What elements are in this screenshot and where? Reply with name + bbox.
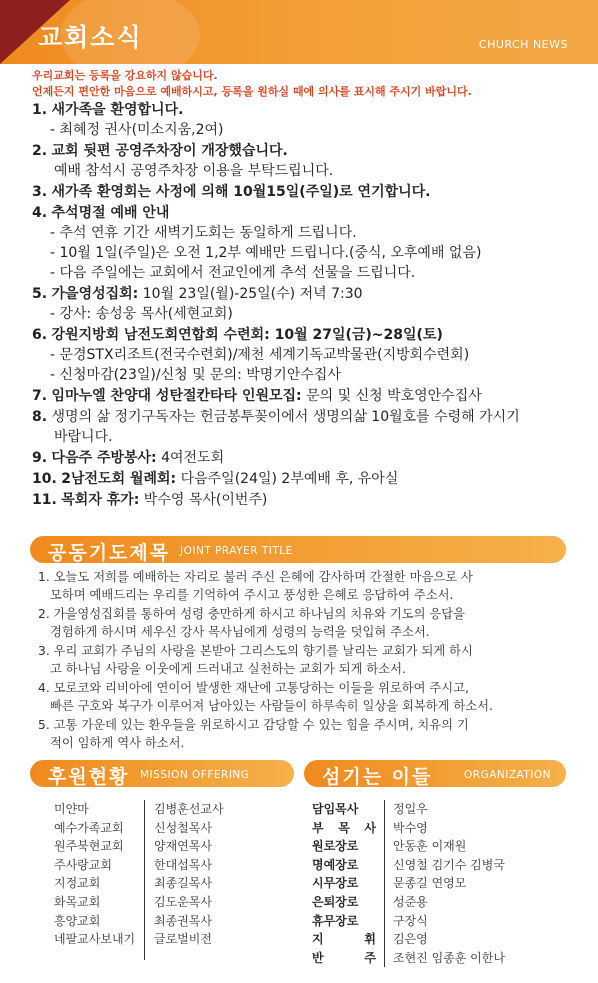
offering-church: 흥양교회 (54, 913, 101, 928)
prayer-item (38, 605, 570, 641)
organization-row (312, 837, 505, 856)
organization-divider (384, 912, 385, 931)
news-subline: - 강사: 송성웅 목사(세현교회) (50, 306, 233, 322)
offering-row (54, 800, 264, 819)
organization-names: 구장식 (393, 913, 428, 928)
organization-divider (384, 949, 385, 968)
offering-section-header (30, 760, 294, 787)
news-detail: 4여전도회 (156, 450, 225, 466)
prayer-number: 4. (38, 681, 50, 695)
news-number: 5. (32, 286, 48, 302)
offering-row (54, 893, 264, 912)
header-banner (0, 0, 598, 64)
news-item-heading (32, 203, 587, 223)
organization-divider (384, 819, 385, 838)
page-subtitle: CHURCH NEWS (478, 38, 568, 51)
news-title: 새가족 환영회는 사정에 의해 10월15일(주일)로 연기합니다. (51, 184, 431, 200)
organization-role: 원로장로 (312, 839, 359, 854)
news-number: 4. (32, 205, 48, 221)
news-item-heading (32, 100, 587, 120)
news-number: 2. (32, 143, 48, 159)
organization-row (312, 800, 505, 819)
prayer-number: 1. (38, 570, 50, 584)
prayer-text: 오늘도 저희를 예배하는 자리로 불러 주신 은혜에 감사하며 간절한 마음으로 사 (53, 570, 473, 584)
offering-row (54, 819, 264, 838)
offering-pastor: 글로벌비전 (154, 932, 212, 947)
news-title: 임마누엘 찬양대 성탄절칸타타 인원모집: (51, 388, 302, 404)
news-subline: - 최혜정 권사(미소지움,2여) (50, 122, 224, 138)
news-subline: 예배 참석시 공영주차장 이용을 부탁드립니다. (54, 163, 334, 179)
organization-role: 담임목사 (312, 802, 359, 816)
organization-row (312, 819, 505, 838)
news-item-heading (32, 490, 587, 510)
organization-row (312, 912, 505, 931)
news-list (32, 100, 587, 510)
section-subtitle: MISSION OFFERING (140, 769, 250, 781)
section-title: 후원현황 (48, 766, 130, 788)
prayer-section-header (30, 536, 566, 563)
offering-pastor: 김도운목사 (154, 894, 212, 909)
news-number: 1. (32, 102, 48, 118)
organization-role: 시무장로 (312, 876, 359, 891)
organization-names: 성준용 (393, 894, 428, 909)
prayer-text: 고통 가운데 있는 환우들을 위로하시고 감당할 수 있는 힘을 주시며, 치유의 기 (53, 718, 469, 732)
news-title: 새가족을 환영합니다. (51, 102, 184, 118)
news-item (32, 448, 587, 468)
news-subline: 바랍니다. (54, 429, 113, 445)
offering-list (54, 800, 264, 949)
news-item (32, 386, 587, 406)
organization-role: 은퇴장로 (312, 894, 359, 909)
organization-list (312, 800, 505, 967)
organization-names: 정일우 (393, 802, 428, 816)
news-item-heading (32, 407, 587, 427)
news-title: 가을영성집회: (51, 286, 139, 302)
section-subtitle: JOINT PRAYER TITLE (180, 545, 293, 557)
news-number: 9. (32, 450, 48, 466)
offering-row (54, 856, 264, 875)
prayer-text: 가을영성집회를 통하여 성령 충만하게 하시고 하나님의 치유와 기도의 응답을 (53, 607, 466, 621)
news-item (32, 490, 587, 510)
organization-role: 지 휘 (312, 932, 376, 947)
news-detail: 10월 23일(월)-25일(수) 저녁 7:30 (138, 286, 363, 302)
prayer-number: 2. (38, 607, 50, 621)
news-title: 2남전도회 월례회: (61, 471, 177, 487)
section-title: 섬기는 이들 (322, 766, 433, 788)
news-title: 다음주 주방봉사: (51, 450, 157, 466)
organization-names: 신영철 김기수 김병국 (393, 857, 505, 872)
organization-names: 안동훈 이재원 (393, 839, 467, 854)
prayer-first-line (38, 605, 570, 623)
section-title: 공동기도제목 (48, 542, 171, 564)
prayer-continuation: 빠른 구호와 복구가 이루어져 남아있는 사람들이 하루속히 일상을 회복하게 하소서. (50, 699, 493, 713)
news-title: 강원지방회 남전도회연합회 수련회: 10월 27일(금)~28일(토) (51, 327, 443, 343)
news-subline: - 신청마감(23일)/신청 및 문의: 박명기안수집사 (50, 367, 341, 383)
prayer-number: 5. (38, 718, 50, 732)
organization-divider (384, 837, 385, 856)
news-item-heading (32, 386, 587, 406)
prayer-first-line (38, 568, 570, 586)
prayer-continuation: 적이 임하게 역사 하소서. (50, 736, 185, 750)
prayer-continuation: 모하며 예배드리는 우리를 기억하여 주시고 풍성한 은혜로 응답하여 주소서. (50, 588, 454, 602)
organization-role: 휴무장로 (312, 913, 359, 928)
prayer-first-line (38, 642, 570, 660)
section-subtitle: ORGANIZATION (464, 769, 552, 781)
offering-row (54, 912, 264, 931)
news-detail: 다음주일(24일) 2부예배 후, 유아실 (176, 471, 399, 487)
news-number: 7. (32, 388, 48, 404)
offering-church: 미얀마 (54, 802, 89, 816)
news-detail: 생명의 삶 정기구독자는 헌금봉투꽂이에서 생명의삶 10월호를 수령해 가시기 (51, 409, 520, 425)
prayer-item (38, 716, 570, 752)
organization-role: 부 목 사 (312, 820, 376, 835)
news-number: 10. (32, 471, 57, 487)
organization-row (312, 856, 505, 875)
news-detail: 박수영 목사(이번주) (139, 492, 268, 508)
news-item (32, 407, 587, 447)
news-item-heading (32, 182, 587, 202)
notice-line: 우리교회는 등록을 강요하지 않습니다. (32, 69, 218, 82)
organization-names: 조현진 임종훈 이한나 (393, 950, 505, 965)
prayer-list (38, 568, 570, 753)
news-detail: 문의 및 신청 박호영안수집사 (301, 388, 482, 404)
news-item (32, 182, 587, 202)
prayer-first-line (38, 716, 570, 734)
news-subline: - 추석 연휴 기간 새벽기도회는 동일하게 드립니다. (50, 225, 357, 241)
organization-divider (384, 893, 385, 912)
offering-pastor: 신성철목사 (154, 820, 212, 835)
offering-pastor: 김병훈선교사 (154, 802, 224, 816)
organization-row (312, 930, 505, 949)
organization-row (312, 874, 505, 893)
prayer-text: 우리 교회가 주님의 사랑을 본받아 그리스도의 향기를 날리는 교회가 되게 하시 (53, 644, 473, 658)
news-subline: - 10월 1일(주일)은 오전 1,2부 예배만 드립니다.(중식, 오후예배 없음) (50, 245, 482, 261)
prayer-item (38, 679, 570, 715)
offering-church: 지정교회 (54, 876, 101, 891)
prayer-item (38, 568, 570, 604)
news-item-heading (32, 141, 587, 161)
news-item (32, 100, 587, 140)
prayer-first-line (38, 679, 570, 697)
news-number: 11. (32, 492, 57, 508)
news-title: 추석명절 예배 안내 (51, 205, 170, 221)
organization-row (312, 893, 505, 912)
news-item-heading (32, 448, 587, 468)
news-title: 교회 뒷편 공영주차장이 개장했습니다. (51, 143, 288, 159)
organization-divider (384, 856, 385, 875)
prayer-item (38, 642, 570, 678)
organization-section-header (304, 760, 566, 787)
organization-names: 김은영 (393, 932, 428, 947)
offering-row (54, 874, 264, 893)
prayer-number: 3. (38, 644, 50, 658)
news-item (32, 469, 587, 489)
organization-divider (384, 800, 385, 819)
offering-pastor: 양재연목사 (154, 839, 212, 854)
news-item-heading (32, 469, 587, 489)
news-item (32, 325, 587, 385)
offering-pastor: 최종길목사 (154, 876, 212, 891)
news-item-heading (32, 284, 587, 304)
prayer-text: 모로코와 리비아에 연이어 발생한 재난에 고통당하는 이들을 위로하여 주시고, (53, 681, 469, 695)
organization-role: 반 주 (312, 950, 376, 965)
news-subline: - 다음 주일에는 교회에서 전교인에게 추석 선물을 드립니다. (50, 265, 416, 281)
organization-names: 박수영 (393, 820, 428, 835)
organization-role: 명예장로 (312, 857, 359, 872)
organization-names: 문종길 연영모 (393, 876, 467, 891)
offering-divider (144, 800, 145, 960)
news-number: 8. (32, 409, 48, 425)
offering-church: 주사랑교회 (54, 857, 112, 872)
offering-pastor: 한대섭목사 (154, 857, 212, 872)
news-title: 목회자 휴가: (61, 492, 140, 508)
news-item (32, 141, 587, 181)
offering-row (54, 837, 264, 856)
news-item-heading (32, 325, 587, 345)
notice-line: 언제든지 편안한 마음으로 예배하시고, 등록을 원하실 때에 의사를 표시해 주시기 바랍니다. (32, 85, 472, 98)
news-item (32, 284, 587, 324)
organization-divider (384, 874, 385, 893)
prayer-continuation: 고 하나님 사랑을 이웃에게 드러내고 실천하는 교회가 되게 하소서. (50, 662, 406, 676)
organization-row (312, 949, 505, 968)
offering-church: 예수가족교회 (54, 820, 124, 835)
news-item (32, 203, 587, 283)
registration-notice (32, 68, 472, 100)
news-number: 6. (32, 327, 48, 343)
offering-row (54, 930, 264, 949)
organization-divider (384, 930, 385, 949)
offering-church: 원주북현교회 (54, 839, 124, 854)
news-number: 3. (32, 184, 48, 200)
offering-church: 네팔교사보내기 (54, 932, 136, 947)
news-subline: - 문경STX리조트(전국수련회)/제천 세계기독교박물관(지방회수련회) (50, 347, 470, 363)
offering-church: 화목교회 (54, 894, 101, 909)
prayer-continuation: 경험하게 하시며 세우신 강사 목사님에게 성령의 능력을 덧입혀 주소서. (50, 625, 430, 639)
offering-pastor: 최종권목사 (154, 913, 212, 928)
page-title: 교회소식 (38, 23, 143, 52)
